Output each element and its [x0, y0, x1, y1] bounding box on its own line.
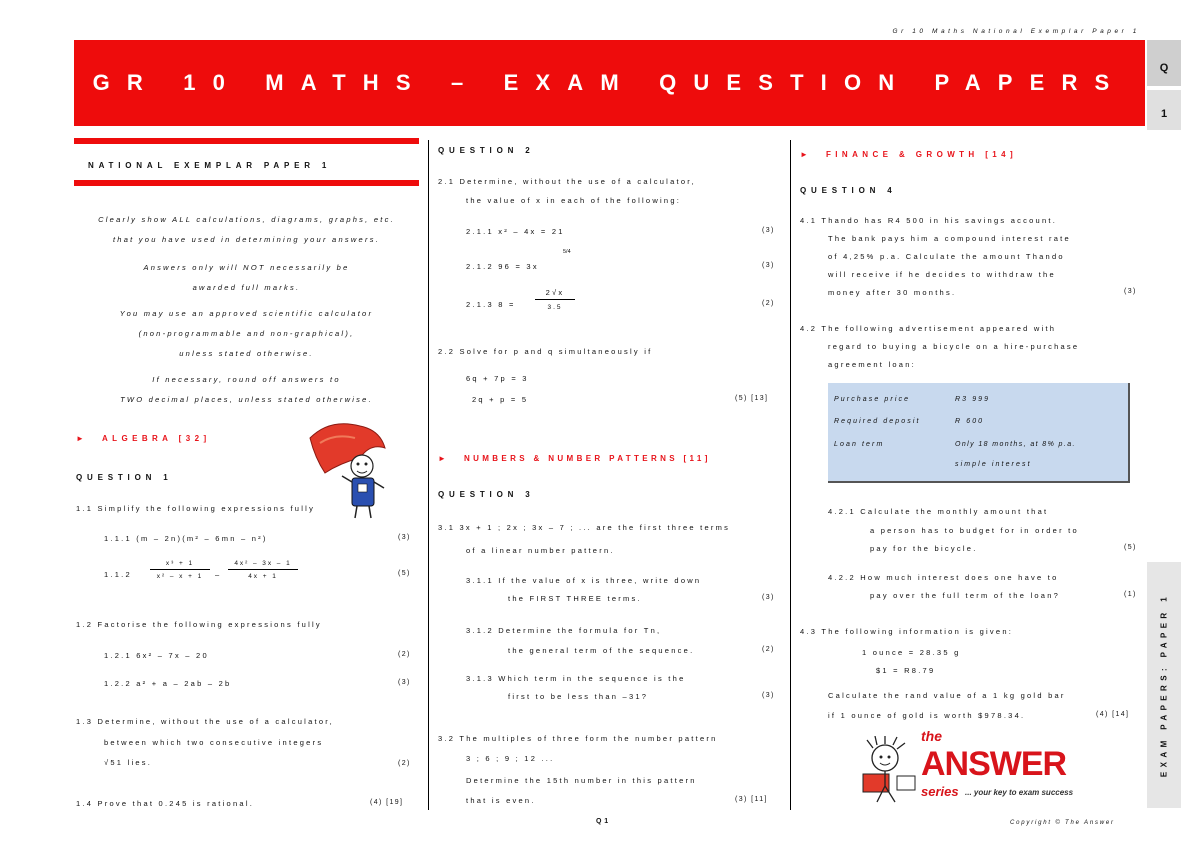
q1-1-2-label: 1.1.2 — [104, 570, 132, 579]
algebra-heading: ALGEBRA [32] — [102, 434, 211, 443]
q4-2-1-line-1: 4.2.1 Calculate the monthly amount that — [828, 507, 1049, 516]
ad-row3-value-2: simple interest — [955, 461, 1032, 468]
instruction-line: that you have used in determining your answers. — [112, 235, 381, 244]
q1-2-1: 1.2.1 6x² – 7x – 20 — [104, 651, 209, 660]
paper-title: NATIONAL EXEMPLAR PAPER 1 — [88, 161, 332, 170]
ad-row2-value: R 600 — [955, 418, 985, 425]
side-tab-text-wrap — [1147, 562, 1181, 808]
q2-1-2-mark: (3) — [762, 262, 775, 269]
q4-1-line-2: The bank pays him a compound interest rate — [828, 234, 1071, 243]
paper-title-rule-bottom — [74, 180, 419, 186]
q2-1-1-mark: (3) — [762, 227, 775, 234]
q4-2-line-1: 4.2 The following advertisement appeared with — [800, 324, 1057, 333]
q1-1-1-mark: (3) — [398, 534, 411, 541]
q4-3-line-4: Calculate the rand value of a 1 kg gold bar — [828, 691, 1066, 700]
ad-row3-label: Loan term — [834, 441, 885, 448]
q4-2-1-line-2: a person has to budget for in order to — [870, 526, 1079, 535]
tab-q-label: Q — [1159, 62, 1169, 74]
q4-3-mark: (4) [14] — [1096, 711, 1130, 718]
q3-1-2-line-2: the general term of the sequence. — [508, 646, 695, 655]
q1-4-mark: (4) [19] — [370, 799, 404, 806]
q4-1-line-4: will receive if he decides to withdraw the — [828, 270, 1056, 279]
question-2-heading: QUESTION 2 — [438, 146, 535, 155]
q4-1-line-5: money after 30 months. — [828, 288, 957, 297]
q2-2-mark: (5) [13] — [735, 395, 769, 402]
q3-1-line-1: 3.1 3x + 1 ; 2x ; 3x – 7 ; ... are the first three terms — [438, 523, 731, 532]
q1-1-2-mark: (5) — [398, 570, 411, 577]
q2-2-eq2: 2q + p = 5 — [472, 395, 529, 404]
q3-1-3-line-1: 3.1.3 Which term in the sequence is the — [466, 674, 686, 683]
page-number: Q1 — [596, 818, 611, 825]
running-header: Gr 10 Maths National Exemplar Paper 1 — [892, 28, 1140, 35]
bullet-icon: ► — [800, 150, 808, 159]
fraction-numerator: 2√x — [535, 288, 575, 300]
q3-2-line-3: Determine the 15th number in this pattern — [466, 776, 697, 785]
q1-3-line-2: between which two consecutive integers — [104, 738, 324, 747]
q2-1-2-exponent: 5/4 — [563, 249, 571, 255]
q4-1-mark: (3) — [1124, 288, 1137, 295]
q1-1: 1.1 Simplify the following expressions fully — [76, 504, 316, 513]
q1-3-line-1: 1.3 Determine, without the use of a calculator, — [76, 717, 334, 726]
ad-row3-value: Only 18 months, at 8% p.a. — [955, 441, 1076, 448]
q4-2-line-2: regard to buying a bicycle on a hire-purchase — [828, 342, 1080, 351]
q2-2-eq1: 6q + 7p = 3 — [466, 374, 529, 383]
instruction-line: You may use an approved scientific calculator — [119, 309, 374, 318]
numbers-heading: NUMBERS & NUMBER PATTERNS [11] — [464, 454, 711, 463]
q4-1-line-3: of 4,25% p.a. Calculate the amount Thando — [828, 252, 1065, 261]
instruction-line: Clearly show ALL calculations, diagrams, graphs, etc. — [98, 215, 395, 224]
instructions — [74, 210, 419, 410]
bullet-icon: ► — [438, 454, 446, 463]
q3-1-1-mark: (3) — [762, 594, 775, 601]
fraction-numerator: 4x² – 3x – 1 — [228, 560, 298, 570]
student-mascot-icon — [855, 736, 925, 806]
q1-1-2-fraction-2 — [228, 560, 298, 580]
q1-3-line-3: √51 lies. — [104, 758, 153, 767]
ad-row1-label: Purchase price — [834, 396, 911, 403]
q4-1-line-1: 4.1 Thando has R4 500 in his savings account. — [800, 216, 1058, 225]
fraction-operator: – — [215, 570, 222, 579]
tab-1-label: 1 — [1160, 108, 1168, 120]
instruction-line: Answers only will NOT necessarily be — [143, 263, 350, 272]
q1-2: 1.2 Factorise the following expressions fully — [76, 620, 322, 629]
q4-2-2-line-1: 4.2.2 How much interest does one have to — [828, 573, 1059, 582]
logo-tagline: ... your key to exam success — [965, 788, 1074, 797]
question-3-heading: QUESTION 3 — [438, 490, 535, 499]
column-divider-2 — [790, 140, 791, 810]
q4-3-line-2: 1 ounce = 28.35 g — [862, 648, 961, 657]
q3-2-line-1: 3.2 The multiples of three form the number pattern — [438, 734, 718, 743]
finance-heading: FINANCE & GROWTH [14] — [826, 150, 1018, 159]
q2-1-3-mark: (2) — [762, 300, 775, 307]
bullet-icon: ► — [76, 434, 84, 443]
q2-1-3-fraction — [535, 288, 575, 311]
question-4-heading: QUESTION 4 — [800, 186, 897, 195]
fraction-denominator: x² – x + 1 — [156, 573, 204, 580]
q3-1-1-line-2: the FIRST THREE terms. — [508, 594, 642, 603]
instruction-line: (non-programmable and non-graphical), — [138, 329, 355, 338]
tab-1 — [1147, 90, 1181, 130]
q2-1-line-1: 2.1 Determine, without the use of a calculator, — [438, 177, 696, 186]
column-divider-1 — [428, 140, 429, 810]
q3-1-3-line-2: first to be less than –31? — [508, 692, 649, 701]
q1-1-1: 1.1.1 (m – 2n)(m² – 6mn – n²) — [104, 534, 268, 543]
instruction-line: If necessary, round off answers to — [152, 375, 341, 384]
ad-row2-label: Required deposit — [834, 418, 921, 425]
answer-series-logo — [855, 728, 1095, 820]
q4-2-1-line-3: pay for the bicycle. — [870, 544, 978, 553]
q1-3-mark: (2) — [398, 760, 411, 767]
q4-2-line-3: agreement loan: — [828, 360, 916, 369]
q3-1-2-line-1: 3.1.2 Determine the formula for Tn, — [466, 626, 662, 635]
q3-2-line-4: that is even. — [466, 796, 536, 805]
copyright: Copyright © The Answer — [1010, 820, 1115, 826]
logo-series: series — [921, 784, 959, 799]
q4-2-1-mark: (5) — [1124, 544, 1137, 551]
q1-1-2-fraction-1 — [150, 560, 210, 580]
ad-row1-value: R3 999 — [955, 396, 991, 403]
q3-1-line-2: of a linear number pattern. — [466, 546, 615, 555]
q1-2-1-mark: (2) — [398, 651, 411, 658]
q4-3-line-1: 4.3 The following information is given: — [800, 627, 1014, 636]
instruction-line: awarded full marks. — [192, 283, 301, 292]
question-1-heading: QUESTION 1 — [76, 473, 173, 482]
q3-2-line-2: 3 ; 6 ; 9 ; 12 ... — [466, 754, 555, 763]
q2-1-3-label: 2.1.3 8 = — [466, 300, 516, 309]
fraction-denominator: 3.5 — [547, 304, 563, 311]
q4-3-line-5: if 1 ounce of gold is worth $978.34. — [828, 711, 1026, 720]
q1-2-2: 1.2.2 a² + a – 2ab – 2b — [104, 679, 232, 688]
q1-2-2-mark: (3) — [398, 679, 411, 686]
q3-2-mark: (3) [11] — [735, 796, 768, 803]
banner-title: GR 10 MATHS – EXAM QUESTION PAPERS — [92, 70, 1127, 95]
logo-answer: ANSWER — [921, 745, 1067, 783]
q4-3-line-3: $1 = R8.79 — [876, 666, 936, 675]
q2-1-1: 2.1.1 x² – 4x = 21 — [466, 227, 565, 236]
instruction-line: TWO decimal places, unless stated otherwise. — [120, 395, 373, 404]
q1-4: 1.4 Prove that 0.245 is rational. — [76, 799, 255, 808]
q2-2: 2.2 Solve for p and q simultaneously if — [438, 347, 653, 356]
tab-q — [1147, 40, 1181, 86]
q3-1-1-line-1: 3.1.1 If the value of x is three, write down — [466, 576, 702, 585]
q2-1-2: 2.1.2 96 = 3x — [466, 262, 539, 271]
instruction-line: unless stated otherwise. — [179, 349, 314, 358]
q3-1-3-mark: (3) — [762, 692, 775, 699]
side-tab-label: EXAM PAPERS: PAPER 1 — [1159, 592, 1169, 778]
logo-the: the — [921, 728, 942, 744]
q4-2-2-mark: (1) — [1124, 591, 1137, 598]
q4-2-2-line-2: pay over the full term of the loan? — [870, 591, 1061, 600]
q2-1-line-2: the value of x in each of the following: — [466, 196, 682, 205]
q3-1-2-mark: (2) — [762, 646, 775, 653]
paper-title-rule-top — [74, 138, 419, 144]
fraction-numerator: x³ + 1 — [150, 560, 210, 570]
fraction-denominator: 4x + 1 — [248, 573, 278, 580]
